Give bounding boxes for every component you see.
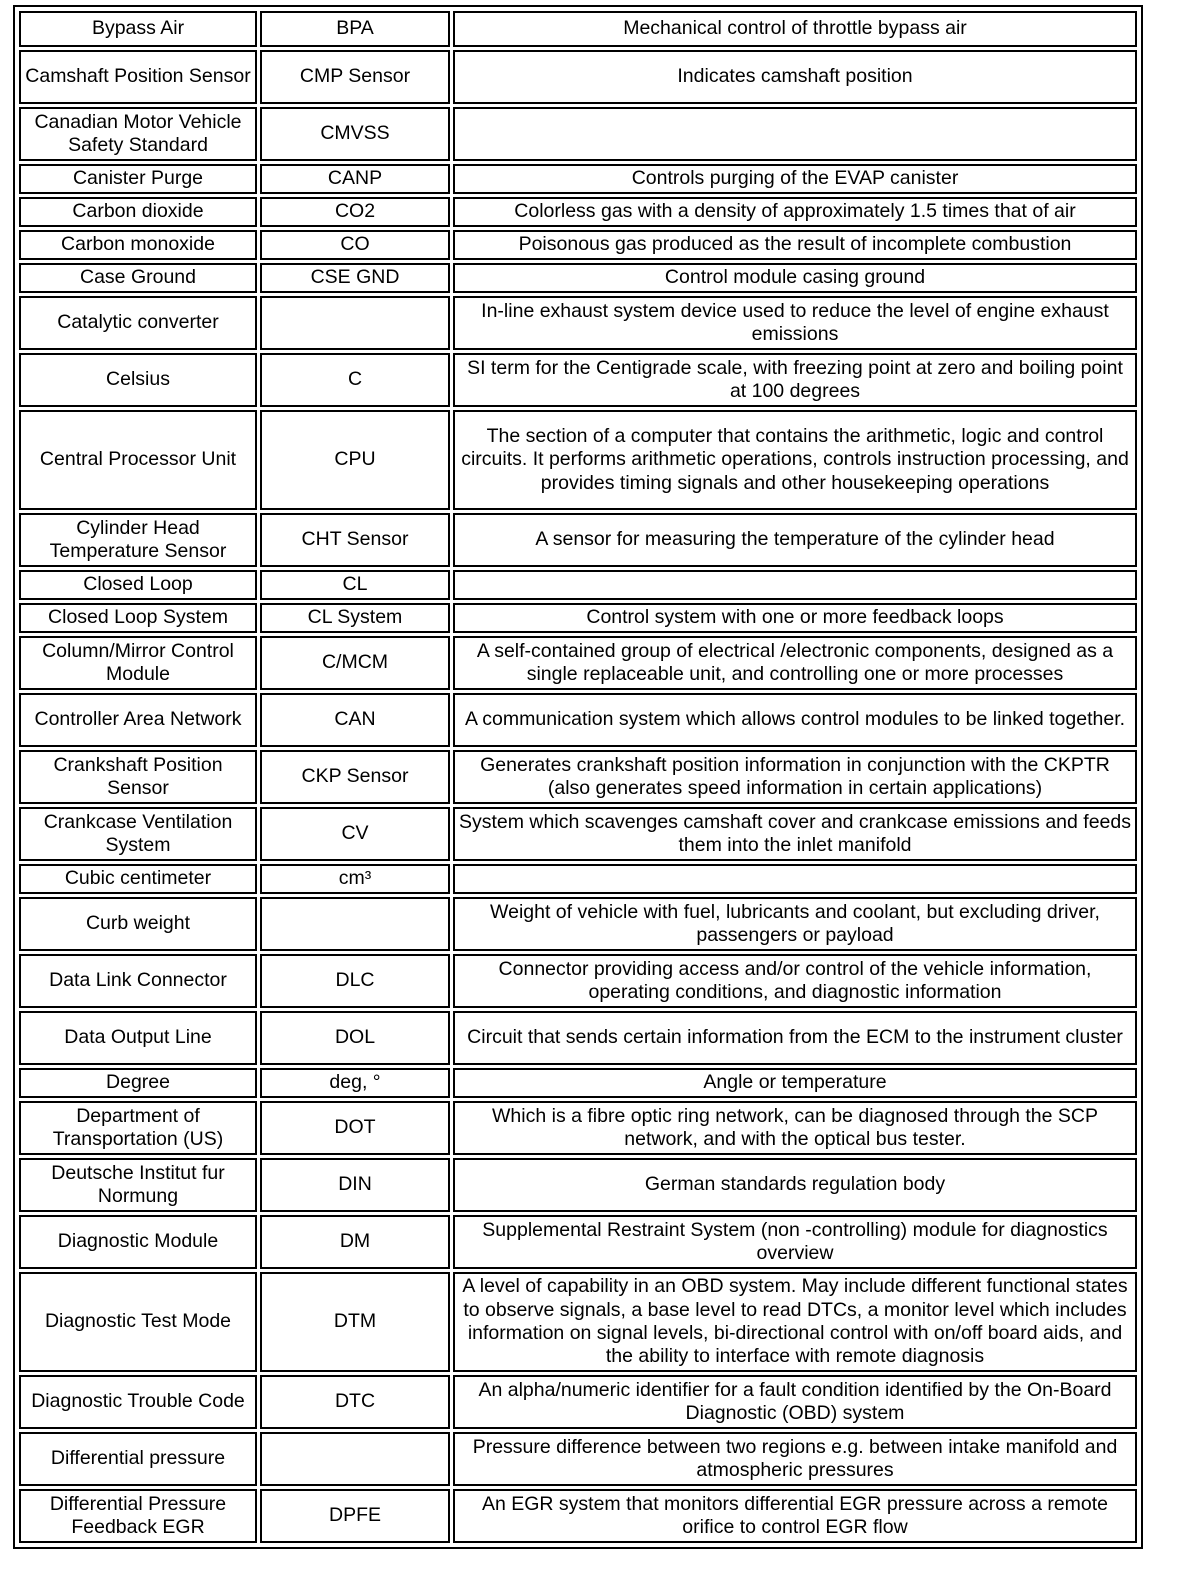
- term-cell: Central Processor Unit: [19, 410, 257, 510]
- term-cell: Data Output Line: [19, 1011, 257, 1065]
- glossary-table-body: [19, 11, 1137, 1543]
- table-row: [19, 954, 1137, 1008]
- table-row: [19, 636, 1137, 690]
- abbreviation-cell: C/MCM: [260, 636, 450, 690]
- table-row: [19, 807, 1137, 861]
- abbreviation-cell: DTC: [260, 1375, 450, 1429]
- description-cell: System which scavenges camshaft cover and crankcase emissions and feeds them into the inlet manifold: [453, 807, 1137, 861]
- table-row: [19, 107, 1137, 161]
- description-cell: A sensor for measuring the temperature of the cylinder head: [453, 513, 1137, 567]
- abbreviation-cell: CANP: [260, 164, 450, 194]
- term-cell: Diagnostic Test Mode: [19, 1272, 257, 1372]
- description-cell: Generates crankshaft position information in conjunction with the CKPTR (also generates speed information in certain applications): [453, 750, 1137, 804]
- description-cell: Indicates camshaft position: [453, 50, 1137, 104]
- term-cell: Column/Mirror Control Module: [19, 636, 257, 690]
- description-cell: Colorless gas with a density of approximately 1.5 times that of air: [453, 197, 1137, 227]
- description-cell: An alpha/numeric identifier for a fault condition identified by the On-Board Diagnostic (OBD) system: [453, 1375, 1137, 1429]
- abbreviation-cell: [260, 897, 450, 951]
- abbreviation-cell: CMP Sensor: [260, 50, 450, 104]
- table-row: [19, 1101, 1137, 1155]
- table-row: [19, 864, 1137, 894]
- abbreviation-cell: DPFE: [260, 1489, 450, 1543]
- term-cell: Diagnostic Trouble Code: [19, 1375, 257, 1429]
- term-cell: Camshaft Position Sensor: [19, 50, 257, 104]
- abbreviation-cell: BPA: [260, 11, 450, 47]
- description-cell: Connector providing access and/or control of the vehicle information, operating conditions, and diagnostic information: [453, 954, 1137, 1008]
- description-cell: Weight of vehicle with fuel, lubricants and coolant, but excluding driver, passengers or payload: [453, 897, 1137, 951]
- table-row: [19, 570, 1137, 600]
- term-cell: Curb weight: [19, 897, 257, 951]
- abbreviation-cell: CAN: [260, 693, 450, 747]
- description-cell: Which is a fibre optic ring network, can be diagnosed through the SCP network, and with the optical bus tester.: [453, 1101, 1137, 1155]
- table-row: [19, 513, 1137, 567]
- term-cell: Carbon monoxide: [19, 230, 257, 260]
- description-cell: Pressure difference between two regions e.g. between intake manifold and atmospheric pressures: [453, 1432, 1137, 1486]
- table-row: [19, 1375, 1137, 1429]
- term-cell: Differential Pressure Feedback EGR: [19, 1489, 257, 1543]
- abbreviation-cell: CMVSS: [260, 107, 450, 161]
- abbreviation-cell: [260, 1432, 450, 1486]
- table-row: [19, 603, 1137, 633]
- term-cell: Crankshaft Position Sensor: [19, 750, 257, 804]
- description-cell: Angle or temperature: [453, 1068, 1137, 1098]
- table-row: [19, 197, 1137, 227]
- term-cell: Data Link Connector: [19, 954, 257, 1008]
- abbreviation-cell: C: [260, 353, 450, 407]
- table-row: [19, 410, 1137, 510]
- description-cell: A self-contained group of electrical /electronic components, designed as a single replaceable unit, and controlling one or more processes: [453, 636, 1137, 690]
- abbreviation-cell: DTM: [260, 1272, 450, 1372]
- table-row: [19, 353, 1137, 407]
- table-row: [19, 1158, 1137, 1212]
- term-cell: Diagnostic Module: [19, 1215, 257, 1269]
- abbreviation-cell: CV: [260, 807, 450, 861]
- table-row: [19, 50, 1137, 104]
- table-row: [19, 1215, 1137, 1269]
- description-cell: The section of a computer that contains the arithmetic, logic and control circuits. It performs arithmetic operations, controls instruction processing, and provides timing signals and other housekeeping operations: [453, 410, 1137, 510]
- description-cell: [453, 864, 1137, 894]
- abbreviation-cell: CPU: [260, 410, 450, 510]
- table-row: [19, 1432, 1137, 1486]
- description-cell: [453, 107, 1137, 161]
- term-cell: Crankcase Ventilation System: [19, 807, 257, 861]
- term-cell: Degree: [19, 1068, 257, 1098]
- table-row: [19, 296, 1137, 350]
- description-cell: Circuit that sends certain information from the ECM to the instrument cluster: [453, 1011, 1137, 1065]
- description-cell: Supplemental Restraint System (non -controlling) module for diagnostics overview: [453, 1215, 1137, 1269]
- description-cell: Poisonous gas produced as the result of incomplete combustion: [453, 230, 1137, 260]
- term-cell: Celsius: [19, 353, 257, 407]
- table-row: [19, 750, 1137, 804]
- abbreviation-cell: [260, 296, 450, 350]
- abbreviation-cell: CO2: [260, 197, 450, 227]
- glossary-table-frame: [13, 5, 1143, 1549]
- term-cell: Deutsche Institut fur Normung: [19, 1158, 257, 1212]
- glossary-table: [16, 8, 1140, 1546]
- term-cell: Canadian Motor Vehicle Safety Standard: [19, 107, 257, 161]
- table-row: [19, 693, 1137, 747]
- term-cell: Department of Transportation (US): [19, 1101, 257, 1155]
- abbreviation-cell: deg, °: [260, 1068, 450, 1098]
- term-cell: Case Ground: [19, 263, 257, 293]
- abbreviation-cell: CO: [260, 230, 450, 260]
- table-row: [19, 11, 1137, 47]
- term-cell: Differential pressure: [19, 1432, 257, 1486]
- term-cell: Cubic centimeter: [19, 864, 257, 894]
- abbreviation-cell: CL System: [260, 603, 450, 633]
- abbreviation-cell: CHT Sensor: [260, 513, 450, 567]
- term-cell: Canister Purge: [19, 164, 257, 194]
- table-row: [19, 263, 1137, 293]
- abbreviation-cell: DM: [260, 1215, 450, 1269]
- table-row: [19, 1068, 1137, 1098]
- term-cell: Catalytic converter: [19, 296, 257, 350]
- term-cell: Cylinder Head Temperature Sensor: [19, 513, 257, 567]
- abbreviation-cell: DIN: [260, 1158, 450, 1212]
- term-cell: Bypass Air: [19, 11, 257, 47]
- table-row: [19, 164, 1137, 194]
- description-cell: An EGR system that monitors differential EGR pressure across a remote orifice to control EGR flow: [453, 1489, 1137, 1543]
- description-cell: Control module casing ground: [453, 263, 1137, 293]
- abbreviation-cell: CKP Sensor: [260, 750, 450, 804]
- abbreviation-cell: CSE GND: [260, 263, 450, 293]
- description-cell: A level of capability in an OBD system. May include different functional states to observe signals, a base level to read DTCs, a monitor level which includes information on signal levels, bi-directional control with on/off board aids, and the ability to interface with remote diagnosis: [453, 1272, 1137, 1372]
- abbreviation-cell: CL: [260, 570, 450, 600]
- description-cell: In-line exhaust system device used to reduce the level of engine exhaust emissions: [453, 296, 1137, 350]
- table-row: [19, 897, 1137, 951]
- table-row: [19, 1272, 1137, 1372]
- table-row: [19, 1011, 1137, 1065]
- abbreviation-cell: cm³: [260, 864, 450, 894]
- description-cell: Controls purging of the EVAP canister: [453, 164, 1137, 194]
- description-cell: German standards regulation body: [453, 1158, 1137, 1212]
- description-cell: [453, 570, 1137, 600]
- table-row: [19, 230, 1137, 260]
- term-cell: Controller Area Network: [19, 693, 257, 747]
- table-row: [19, 1489, 1137, 1543]
- term-cell: Carbon dioxide: [19, 197, 257, 227]
- term-cell: Closed Loop System: [19, 603, 257, 633]
- abbreviation-cell: DOL: [260, 1011, 450, 1065]
- abbreviation-cell: DOT: [260, 1101, 450, 1155]
- description-cell: SI term for the Centigrade scale, with freezing point at zero and boiling point at 100 degrees: [453, 353, 1137, 407]
- description-cell: Mechanical control of throttle bypass air: [453, 11, 1137, 47]
- description-cell: A communication system which allows control modules to be linked together.: [453, 693, 1137, 747]
- abbreviation-cell: DLC: [260, 954, 450, 1008]
- description-cell: Control system with one or more feedback loops: [453, 603, 1137, 633]
- term-cell: Closed Loop: [19, 570, 257, 600]
